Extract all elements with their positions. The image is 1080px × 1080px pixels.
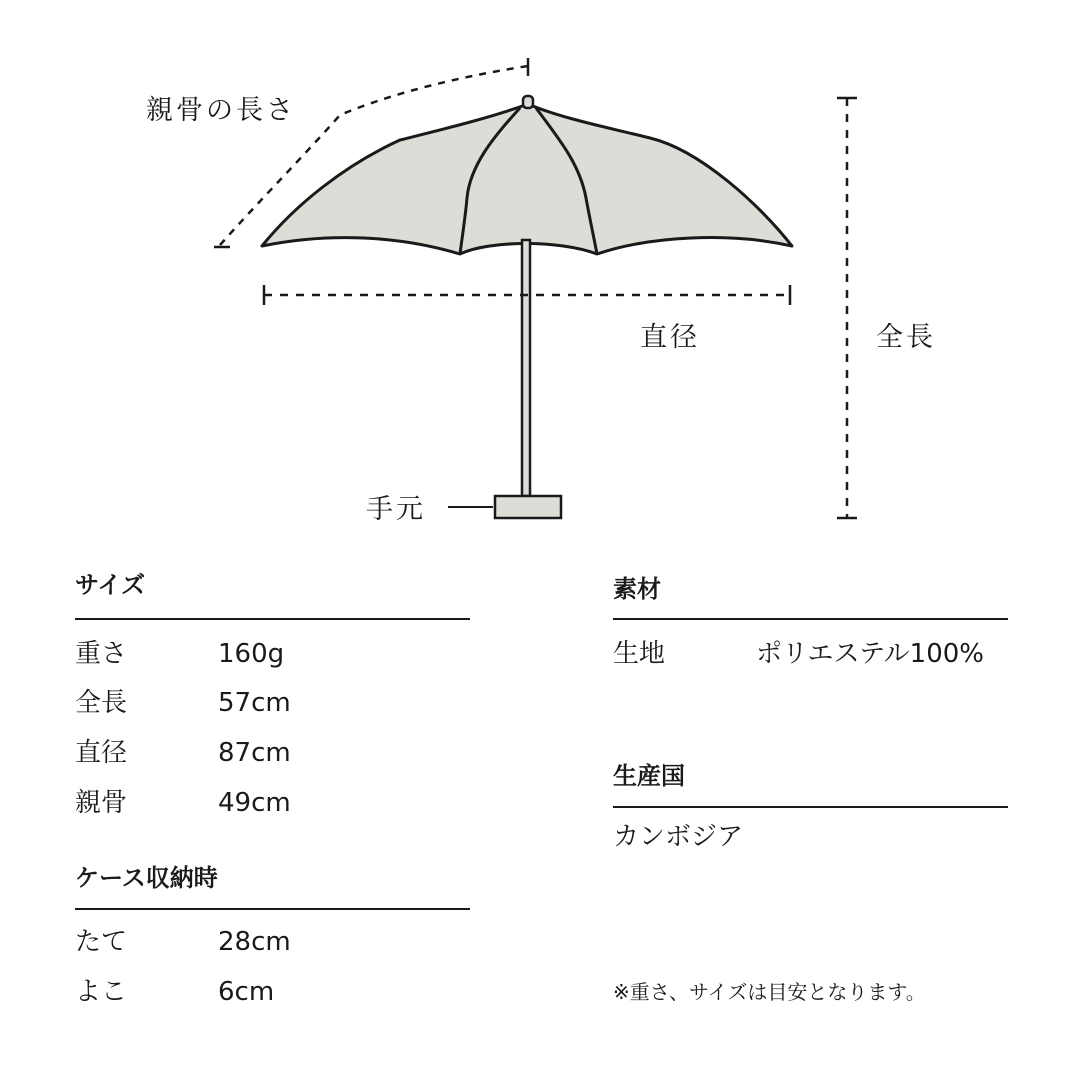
spec-label: たて bbox=[75, 927, 128, 957]
spec-value: 6cm bbox=[218, 977, 275, 1007]
origin-section-rule bbox=[613, 806, 1008, 808]
umbrella-tip bbox=[523, 96, 533, 108]
spec-value: 57cm bbox=[218, 688, 291, 718]
spec-value: 160g bbox=[218, 639, 285, 669]
umbrella-shaft bbox=[522, 240, 530, 496]
origin-section-title: 生産国 bbox=[613, 762, 685, 790]
origin-value: カンボジア bbox=[613, 822, 744, 852]
spec-value: 87cm bbox=[218, 738, 291, 768]
spec-value: 49cm bbox=[218, 788, 291, 818]
spec-label: 直径 bbox=[75, 738, 128, 768]
spec-label: 重さ bbox=[75, 639, 128, 669]
material-section-title: 素材 bbox=[613, 575, 661, 603]
umbrella-canopy bbox=[262, 104, 792, 254]
spec-value: 28cm bbox=[218, 927, 291, 957]
size-section-rule bbox=[75, 618, 470, 620]
material-section-rule bbox=[613, 618, 1008, 620]
spec-value: ポリエステル100% bbox=[756, 639, 984, 669]
case-section-rule bbox=[75, 908, 470, 910]
umbrella-handle bbox=[495, 496, 561, 518]
case-section-title: ケース収納時 bbox=[75, 864, 218, 892]
spec-label: 親骨 bbox=[75, 788, 128, 818]
disclaimer-note: ※重さ、サイズは目安となります。 bbox=[613, 980, 926, 1004]
spec-label: よこ bbox=[75, 977, 128, 1007]
rib-length-label: 親骨の長さ bbox=[146, 95, 296, 126]
size-section-title: サイズ bbox=[75, 571, 146, 599]
diameter-label: 直径 bbox=[640, 322, 700, 353]
handle-label: 手元 bbox=[366, 494, 426, 525]
spec-label: 生地 bbox=[613, 639, 666, 669]
total-length-label: 全長 bbox=[876, 322, 936, 353]
spec-label: 全長 bbox=[75, 688, 128, 718]
